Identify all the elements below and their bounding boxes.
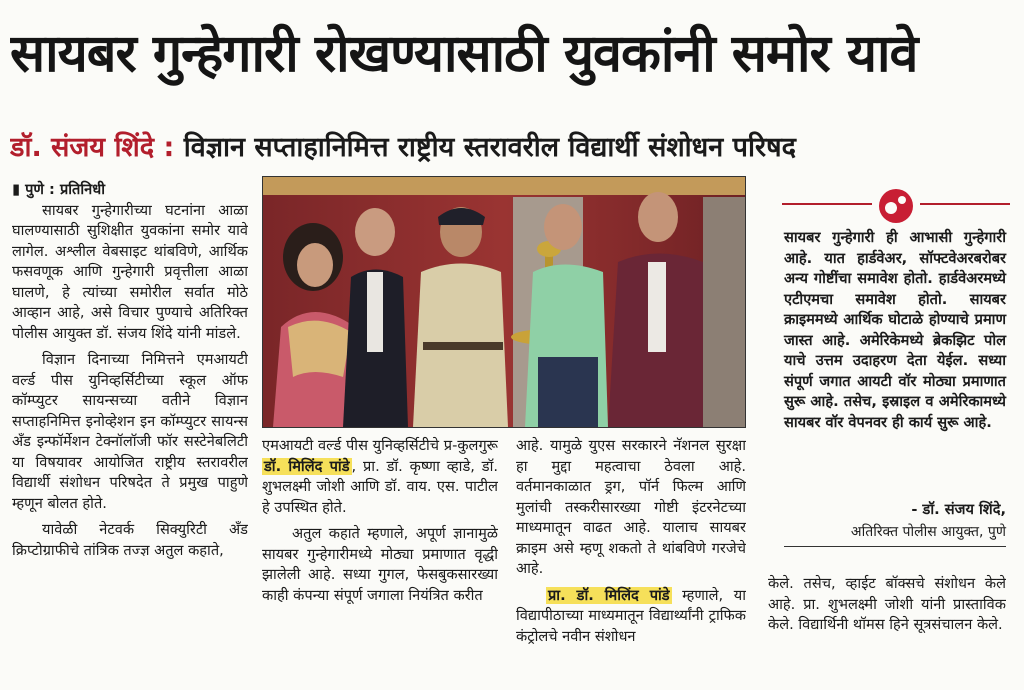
highlighted-name: प्रा. डॉ. मिलिंद पांडे [548,586,670,604]
subheadline [10,128,1014,168]
paragraph-text: म्हणाले, या विद्यापीठाच्या माध्यमातून विद्यार्थ्यांनी ट्राफिक कंट्रोलचे नवीन संशोधन [516,586,746,645]
subheadline-text: विज्ञान सप्ताहानिमित्त राष्ट्रीय स्तरावरील विद्यार्थी संशोधन परिषद [183,132,796,163]
paragraph [262,436,498,518]
quote-text: सायबर गुन्हेगारी ही आभासी गुन्हेगारी आहे. यात हार्डवेअर, सॉफ्टवेअरबरोबर अन्य गोष्टींचा समावेश होतो. हार्डवेअरमध्ये एटीएमचा समावेश होतो. सायबर क्राइममध्ये आर्थिक घोटाळे होण्याचे प्रमाण जास्त आहे. अमेरिकेमध्ये ब्रेकझिट पोल याचे उत्तम उदाहरण देता येईल. सध्या संपूर्ण जगात आयटी वॉर मोठ्या प्रमाणात सुरू आहे. तसेच, इस्राइल व अमेरिकामध्ये सायबर वॉर वेपनवर ही कार्य सुरू आहे. [784,229,1006,431]
highlighted-name: डॉ. मिलिंद पांडे [264,457,350,475]
subheadline-name: डॉ. संजय शिंदे : [10,132,175,163]
paragraph: विज्ञान दिनाच्या निमित्तने एमआयटी वर्ल्ड पीस युनिव्हर्सिटीच्या स्कूल ऑफ कॉम्प्युटर सायन्सच्या वतीने विज्ञान सप्ताहनिमित्त इनोव्हेशन इन कॉम्प्युटर सायन्स अँड इन्फॉर्मेशन टेक्नॉलॉजी फॉर सस्टेनेबलिटी या विषयावर आयोजित राष्ट्रीय स्तरावरील विद्यार्थी संशोधन परिषदेत ते प्रमुख पाहुणे म्हणून बोलत होते. [12,351,248,512]
event-photo [262,176,746,428]
paragraph [516,586,746,648]
paragraph: यावेळी नेटवर्क सिक्युरिटी अँड क्रिप्टोग्राफीचे तांत्रिक तज्ज्ञ अतुल कहाते, [12,521,248,559]
article-column-1 [12,180,248,670]
dateline: ▮ पुणे : प्रतिनिधी [12,181,105,198]
article-column-4 [768,574,1006,674]
paragraph: आहे. यामुळे युएस सरकारने नॅशनल सुरक्षा हा मुद्दा महत्वाचा ठेवला आहे. वर्तमानकाळात ड्रग, पॉर्न फिल्म आणि मुलांची तस्करीसारख्या गोष्टी इंटरनेटच्या माध्यमातून वाढत आहे. यालाच सायबर क्राइम असे म्हणू शकतो ते थांबविणे गरजेचे आहे. [516,437,746,577]
dateline-text: पुणे : प्रतिनिधी [25,181,105,198]
quote-signature: - डॉ. संजय शिंदे, [911,501,1006,518]
paragraph-text: एमआयटी वर्ल्ड पीस युनिव्हर्सिटीचे प्र-कुलगुरू [262,437,498,454]
lamp-lighting-photo-icon [263,177,745,427]
paragraph: सायबर गुन्हेगारीच्या घटनांना आळा घालण्यासाठी सुशिक्षीत युवकांना समोर यावे लागेल. अश्लील वेबसाइट थांबविणे, आर्थिक फसवणूक आणि गुन्हेगारी प्रवृत्तीला आळा घालणे, हे त्यांच्या समोरील सर्वात मोठे आव्हान आहे, असे विचार पुण्याचे अतिरिक्त पोलीस आयुक्त डॉ. संजय शिंदे यांनी मांडले. [12,201,248,342]
quote-role: अतिरिक्त पोलीस आयुक्त, पुणे [784,522,1006,547]
headline: सायबर गुन्हेगारी रोखण्यासाठी युवकांनी समोर यावे [10,24,918,84]
article-column-2 [262,436,498,670]
paragraph: अतुल कहाते म्हणाले, अपूर्ण ज्ञानामुळे सायबर गुन्हेगारीमध्ये मोठ्या प्रमाणात वृद्धी झालेली आहे. सध्या गुगल, फेसबुकसारख्या काही कंपन्या संपूर्ण जगाला नियंत्रित करीत [262,525,498,604]
article-column-3 [516,436,746,670]
quote-drop-icon [782,184,1010,224]
paragraph-text: , प्रा. डॉ. कृष्णा व्हाडे, डॉ. शुभलक्ष्मी जोशी आणि डॉ. वाय. एस. पाटील हे उपस्थित होते. [262,457,498,516]
quote-box [782,176,1010,556]
paragraph: केले. तसेच, व्हाईट बॉक्सचे संशोधन केले आहे. प्रा. शुभलक्ष्मी जोशी यांनी प्रास्ताविक केले. विद्यार्थिनी थॉमस हिने सूत्रसंचालन केले. [768,575,1006,633]
